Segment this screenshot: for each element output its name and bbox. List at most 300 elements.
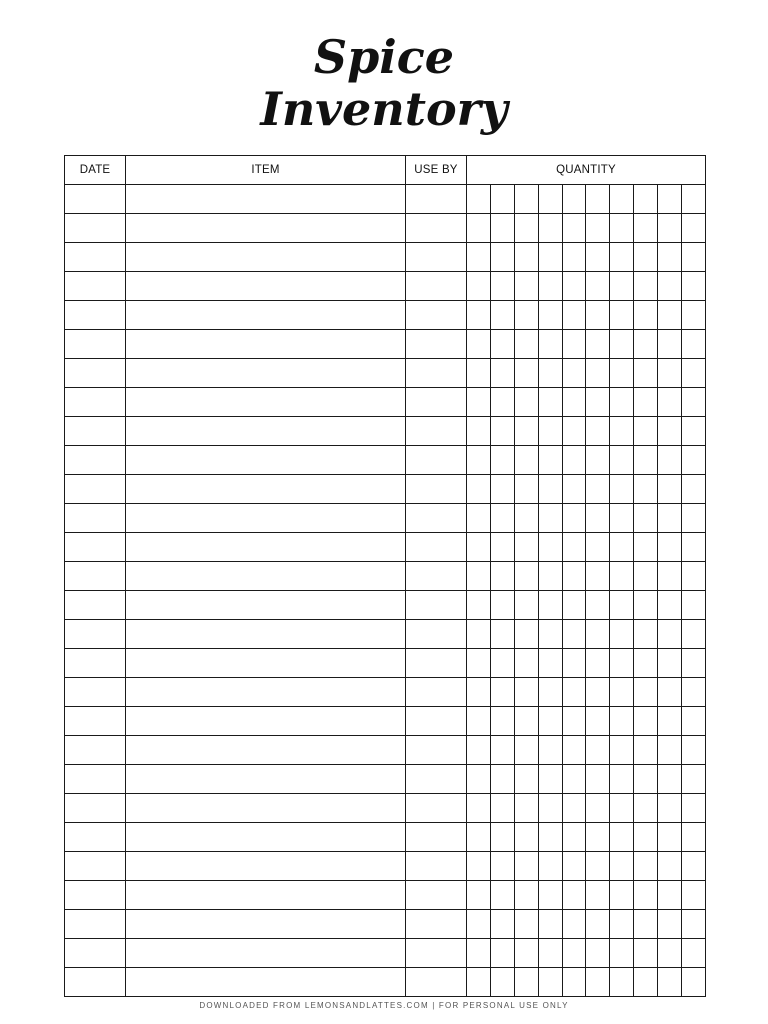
quantity-box[interactable] xyxy=(586,301,610,330)
date-cell[interactable] xyxy=(65,678,126,707)
quantity-box[interactable] xyxy=(514,968,538,997)
quantity-box[interactable] xyxy=(562,388,586,417)
quantity-box[interactable] xyxy=(514,475,538,504)
quantity-box[interactable] xyxy=(610,707,634,736)
quantity-box[interactable] xyxy=(514,330,538,359)
quantity-box[interactable] xyxy=(586,707,610,736)
quantity-box[interactable] xyxy=(467,968,491,997)
use-by-cell[interactable] xyxy=(406,533,467,562)
quantity-box[interactable] xyxy=(634,591,658,620)
quantity-box[interactable] xyxy=(682,330,706,359)
quantity-box[interactable] xyxy=(490,707,514,736)
item-cell[interactable] xyxy=(126,852,406,881)
quantity-box[interactable] xyxy=(586,939,610,968)
quantity-box[interactable] xyxy=(658,852,682,881)
quantity-box[interactable] xyxy=(682,591,706,620)
quantity-box[interactable] xyxy=(514,591,538,620)
quantity-box[interactable] xyxy=(538,446,562,475)
quantity-box[interactable] xyxy=(562,852,586,881)
quantity-box[interactable] xyxy=(467,475,491,504)
quantity-box[interactable] xyxy=(514,301,538,330)
quantity-box[interactable] xyxy=(610,852,634,881)
quantity-box[interactable] xyxy=(610,765,634,794)
date-cell[interactable] xyxy=(65,562,126,591)
date-cell[interactable] xyxy=(65,214,126,243)
quantity-box[interactable] xyxy=(658,823,682,852)
quantity-box[interactable] xyxy=(682,620,706,649)
quantity-box[interactable] xyxy=(586,417,610,446)
quantity-box[interactable] xyxy=(586,620,610,649)
quantity-box[interactable] xyxy=(467,330,491,359)
quantity-box[interactable] xyxy=(490,504,514,533)
quantity-box[interactable] xyxy=(562,910,586,939)
use-by-cell[interactable] xyxy=(406,562,467,591)
use-by-cell[interactable] xyxy=(406,272,467,301)
item-cell[interactable] xyxy=(126,272,406,301)
use-by-cell[interactable] xyxy=(406,359,467,388)
date-cell[interactable] xyxy=(65,794,126,823)
quantity-box[interactable] xyxy=(467,591,491,620)
quantity-box[interactable] xyxy=(658,533,682,562)
quantity-box[interactable] xyxy=(538,591,562,620)
use-by-cell[interactable] xyxy=(406,185,467,214)
quantity-box[interactable] xyxy=(514,562,538,591)
quantity-box[interactable] xyxy=(610,649,634,678)
quantity-box[interactable] xyxy=(490,475,514,504)
date-cell[interactable] xyxy=(65,765,126,794)
item-cell[interactable] xyxy=(126,881,406,910)
quantity-box[interactable] xyxy=(682,881,706,910)
quantity-box[interactable] xyxy=(682,562,706,591)
quantity-box[interactable] xyxy=(586,678,610,707)
quantity-box[interactable] xyxy=(562,707,586,736)
quantity-box[interactable] xyxy=(682,939,706,968)
quantity-box[interactable] xyxy=(634,649,658,678)
quantity-box[interactable] xyxy=(610,678,634,707)
quantity-box[interactable] xyxy=(634,417,658,446)
quantity-box[interactable] xyxy=(586,910,610,939)
quantity-box[interactable] xyxy=(682,301,706,330)
quantity-box[interactable] xyxy=(610,388,634,417)
quantity-box[interactable] xyxy=(490,649,514,678)
quantity-box[interactable] xyxy=(562,272,586,301)
quantity-box[interactable] xyxy=(658,620,682,649)
quantity-box[interactable] xyxy=(562,823,586,852)
date-cell[interactable] xyxy=(65,243,126,272)
use-by-cell[interactable] xyxy=(406,388,467,417)
use-by-cell[interactable] xyxy=(406,910,467,939)
quantity-box[interactable] xyxy=(514,736,538,765)
quantity-box[interactable] xyxy=(610,562,634,591)
quantity-box[interactable] xyxy=(538,939,562,968)
quantity-box[interactable] xyxy=(682,852,706,881)
quantity-box[interactable] xyxy=(467,533,491,562)
quantity-box[interactable] xyxy=(562,968,586,997)
quantity-box[interactable] xyxy=(490,533,514,562)
quantity-box[interactable] xyxy=(658,707,682,736)
date-cell[interactable] xyxy=(65,359,126,388)
use-by-cell[interactable] xyxy=(406,591,467,620)
quantity-box[interactable] xyxy=(610,504,634,533)
quantity-box[interactable] xyxy=(610,301,634,330)
quantity-box[interactable] xyxy=(538,388,562,417)
quantity-box[interactable] xyxy=(467,504,491,533)
use-by-cell[interactable] xyxy=(406,475,467,504)
date-cell[interactable] xyxy=(65,301,126,330)
item-cell[interactable] xyxy=(126,823,406,852)
quantity-box[interactable] xyxy=(467,562,491,591)
quantity-box[interactable] xyxy=(514,243,538,272)
date-cell[interactable] xyxy=(65,330,126,359)
use-by-cell[interactable] xyxy=(406,620,467,649)
item-cell[interactable] xyxy=(126,533,406,562)
quantity-box[interactable] xyxy=(682,417,706,446)
item-cell[interactable] xyxy=(126,707,406,736)
quantity-box[interactable] xyxy=(538,504,562,533)
quantity-box[interactable] xyxy=(682,707,706,736)
quantity-box[interactable] xyxy=(562,214,586,243)
quantity-box[interactable] xyxy=(514,765,538,794)
date-cell[interactable] xyxy=(65,388,126,417)
quantity-box[interactable] xyxy=(514,881,538,910)
quantity-box[interactable] xyxy=(682,823,706,852)
quantity-box[interactable] xyxy=(586,881,610,910)
item-cell[interactable] xyxy=(126,620,406,649)
quantity-box[interactable] xyxy=(586,359,610,388)
quantity-box[interactable] xyxy=(490,330,514,359)
quantity-box[interactable] xyxy=(538,736,562,765)
quantity-box[interactable] xyxy=(538,910,562,939)
quantity-box[interactable] xyxy=(586,562,610,591)
quantity-box[interactable] xyxy=(682,736,706,765)
quantity-box[interactable] xyxy=(634,736,658,765)
quantity-box[interactable] xyxy=(682,504,706,533)
quantity-box[interactable] xyxy=(562,620,586,649)
quantity-box[interactable] xyxy=(682,185,706,214)
quantity-box[interactable] xyxy=(610,359,634,388)
quantity-box[interactable] xyxy=(586,852,610,881)
quantity-box[interactable] xyxy=(586,649,610,678)
quantity-box[interactable] xyxy=(538,185,562,214)
quantity-box[interactable] xyxy=(586,272,610,301)
quantity-box[interactable] xyxy=(562,562,586,591)
quantity-box[interactable] xyxy=(490,939,514,968)
use-by-cell[interactable] xyxy=(406,881,467,910)
item-cell[interactable] xyxy=(126,910,406,939)
quantity-box[interactable] xyxy=(634,301,658,330)
quantity-box[interactable] xyxy=(467,359,491,388)
quantity-box[interactable] xyxy=(658,504,682,533)
quantity-box[interactable] xyxy=(514,823,538,852)
quantity-box[interactable] xyxy=(562,475,586,504)
use-by-cell[interactable] xyxy=(406,214,467,243)
quantity-box[interactable] xyxy=(467,185,491,214)
quantity-box[interactable] xyxy=(658,881,682,910)
quantity-box[interactable] xyxy=(490,388,514,417)
quantity-box[interactable] xyxy=(682,533,706,562)
quantity-box[interactable] xyxy=(562,591,586,620)
quantity-box[interactable] xyxy=(467,446,491,475)
quantity-box[interactable] xyxy=(514,446,538,475)
quantity-box[interactable] xyxy=(634,185,658,214)
quantity-box[interactable] xyxy=(634,823,658,852)
quantity-box[interactable] xyxy=(658,330,682,359)
quantity-box[interactable] xyxy=(634,707,658,736)
quantity-box[interactable] xyxy=(682,678,706,707)
quantity-box[interactable] xyxy=(682,272,706,301)
quantity-box[interactable] xyxy=(658,417,682,446)
item-cell[interactable] xyxy=(126,388,406,417)
quantity-box[interactable] xyxy=(586,765,610,794)
use-by-cell[interactable] xyxy=(406,852,467,881)
quantity-box[interactable] xyxy=(658,243,682,272)
quantity-box[interactable] xyxy=(467,417,491,446)
date-cell[interactable] xyxy=(65,736,126,765)
quantity-box[interactable] xyxy=(562,417,586,446)
item-cell[interactable] xyxy=(126,475,406,504)
quantity-box[interactable] xyxy=(634,910,658,939)
quantity-box[interactable] xyxy=(610,794,634,823)
quantity-box[interactable] xyxy=(634,214,658,243)
quantity-box[interactable] xyxy=(562,446,586,475)
quantity-box[interactable] xyxy=(514,504,538,533)
quantity-box[interactable] xyxy=(634,939,658,968)
quantity-box[interactable] xyxy=(514,649,538,678)
quantity-box[interactable] xyxy=(610,620,634,649)
quantity-box[interactable] xyxy=(586,504,610,533)
quantity-box[interactable] xyxy=(467,301,491,330)
use-by-cell[interactable] xyxy=(406,823,467,852)
use-by-cell[interactable] xyxy=(406,794,467,823)
quantity-box[interactable] xyxy=(490,765,514,794)
quantity-box[interactable] xyxy=(634,620,658,649)
quantity-box[interactable] xyxy=(658,359,682,388)
quantity-box[interactable] xyxy=(467,243,491,272)
quantity-box[interactable] xyxy=(658,272,682,301)
quantity-box[interactable] xyxy=(658,446,682,475)
quantity-box[interactable] xyxy=(634,359,658,388)
date-cell[interactable] xyxy=(65,881,126,910)
quantity-box[interactable] xyxy=(514,620,538,649)
use-by-cell[interactable] xyxy=(406,417,467,446)
quantity-box[interactable] xyxy=(467,823,491,852)
quantity-box[interactable] xyxy=(562,881,586,910)
item-cell[interactable] xyxy=(126,330,406,359)
quantity-box[interactable] xyxy=(634,765,658,794)
item-cell[interactable] xyxy=(126,301,406,330)
use-by-cell[interactable] xyxy=(406,330,467,359)
quantity-box[interactable] xyxy=(562,794,586,823)
date-cell[interactable] xyxy=(65,417,126,446)
quantity-box[interactable] xyxy=(610,533,634,562)
use-by-cell[interactable] xyxy=(406,649,467,678)
quantity-box[interactable] xyxy=(610,910,634,939)
use-by-cell[interactable] xyxy=(406,446,467,475)
quantity-box[interactable] xyxy=(538,968,562,997)
quantity-box[interactable] xyxy=(658,388,682,417)
quantity-box[interactable] xyxy=(610,214,634,243)
date-cell[interactable] xyxy=(65,591,126,620)
quantity-box[interactable] xyxy=(562,765,586,794)
quantity-box[interactable] xyxy=(586,388,610,417)
quantity-box[interactable] xyxy=(634,562,658,591)
quantity-box[interactable] xyxy=(586,185,610,214)
quantity-box[interactable] xyxy=(514,388,538,417)
item-cell[interactable] xyxy=(126,243,406,272)
quantity-box[interactable] xyxy=(658,968,682,997)
use-by-cell[interactable] xyxy=(406,301,467,330)
item-cell[interactable] xyxy=(126,678,406,707)
quantity-box[interactable] xyxy=(610,591,634,620)
quantity-box[interactable] xyxy=(562,678,586,707)
quantity-box[interactable] xyxy=(658,475,682,504)
quantity-box[interactable] xyxy=(610,939,634,968)
quantity-box[interactable] xyxy=(490,243,514,272)
quantity-box[interactable] xyxy=(634,475,658,504)
quantity-box[interactable] xyxy=(634,388,658,417)
quantity-box[interactable] xyxy=(634,272,658,301)
quantity-box[interactable] xyxy=(538,707,562,736)
quantity-box[interactable] xyxy=(490,214,514,243)
quantity-box[interactable] xyxy=(634,678,658,707)
quantity-box[interactable] xyxy=(538,301,562,330)
quantity-box[interactable] xyxy=(514,939,538,968)
quantity-box[interactable] xyxy=(467,272,491,301)
quantity-box[interactable] xyxy=(610,475,634,504)
quantity-box[interactable] xyxy=(514,794,538,823)
quantity-box[interactable] xyxy=(634,446,658,475)
quantity-box[interactable] xyxy=(538,475,562,504)
quantity-box[interactable] xyxy=(490,272,514,301)
date-cell[interactable] xyxy=(65,649,126,678)
quantity-box[interactable] xyxy=(658,562,682,591)
quantity-box[interactable] xyxy=(586,533,610,562)
quantity-box[interactable] xyxy=(467,620,491,649)
quantity-box[interactable] xyxy=(514,852,538,881)
item-cell[interactable] xyxy=(126,591,406,620)
quantity-box[interactable] xyxy=(682,910,706,939)
date-cell[interactable] xyxy=(65,185,126,214)
quantity-box[interactable] xyxy=(467,678,491,707)
quantity-box[interactable] xyxy=(682,359,706,388)
quantity-box[interactable] xyxy=(467,794,491,823)
quantity-box[interactable] xyxy=(682,794,706,823)
quantity-box[interactable] xyxy=(538,620,562,649)
quantity-box[interactable] xyxy=(514,214,538,243)
quantity-box[interactable] xyxy=(538,533,562,562)
quantity-box[interactable] xyxy=(490,417,514,446)
quantity-box[interactable] xyxy=(658,910,682,939)
item-cell[interactable] xyxy=(126,359,406,388)
quantity-box[interactable] xyxy=(586,330,610,359)
date-cell[interactable] xyxy=(65,620,126,649)
quantity-box[interactable] xyxy=(514,910,538,939)
item-cell[interactable] xyxy=(126,185,406,214)
quantity-box[interactable] xyxy=(634,330,658,359)
item-cell[interactable] xyxy=(126,765,406,794)
quantity-box[interactable] xyxy=(562,504,586,533)
quantity-box[interactable] xyxy=(586,446,610,475)
date-cell[interactable] xyxy=(65,446,126,475)
quantity-box[interactable] xyxy=(467,852,491,881)
date-cell[interactable] xyxy=(65,968,126,997)
quantity-box[interactable] xyxy=(467,388,491,417)
quantity-box[interactable] xyxy=(562,736,586,765)
item-cell[interactable] xyxy=(126,504,406,533)
quantity-box[interactable] xyxy=(586,736,610,765)
quantity-box[interactable] xyxy=(467,736,491,765)
quantity-box[interactable] xyxy=(658,214,682,243)
quantity-box[interactable] xyxy=(490,591,514,620)
quantity-box[interactable] xyxy=(562,649,586,678)
quantity-box[interactable] xyxy=(634,243,658,272)
quantity-box[interactable] xyxy=(538,794,562,823)
item-cell[interactable] xyxy=(126,214,406,243)
quantity-box[interactable] xyxy=(658,185,682,214)
date-cell[interactable] xyxy=(65,823,126,852)
quantity-box[interactable] xyxy=(490,301,514,330)
quantity-box[interactable] xyxy=(634,533,658,562)
quantity-box[interactable] xyxy=(514,417,538,446)
quantity-box[interactable] xyxy=(514,533,538,562)
quantity-box[interactable] xyxy=(610,330,634,359)
quantity-box[interactable] xyxy=(586,794,610,823)
quantity-box[interactable] xyxy=(682,214,706,243)
use-by-cell[interactable] xyxy=(406,939,467,968)
quantity-box[interactable] xyxy=(490,968,514,997)
quantity-box[interactable] xyxy=(610,736,634,765)
quantity-box[interactable] xyxy=(634,852,658,881)
quantity-box[interactable] xyxy=(514,678,538,707)
quantity-box[interactable] xyxy=(634,968,658,997)
quantity-box[interactable] xyxy=(467,707,491,736)
item-cell[interactable] xyxy=(126,649,406,678)
item-cell[interactable] xyxy=(126,736,406,765)
quantity-box[interactable] xyxy=(610,272,634,301)
quantity-box[interactable] xyxy=(490,736,514,765)
quantity-box[interactable] xyxy=(467,649,491,678)
date-cell[interactable] xyxy=(65,272,126,301)
quantity-box[interactable] xyxy=(610,881,634,910)
quantity-box[interactable] xyxy=(538,678,562,707)
quantity-box[interactable] xyxy=(490,446,514,475)
quantity-box[interactable] xyxy=(562,301,586,330)
quantity-box[interactable] xyxy=(490,562,514,591)
quantity-box[interactable] xyxy=(682,446,706,475)
quantity-box[interactable] xyxy=(562,243,586,272)
quantity-box[interactable] xyxy=(490,881,514,910)
quantity-box[interactable] xyxy=(562,359,586,388)
quantity-box[interactable] xyxy=(514,185,538,214)
item-cell[interactable] xyxy=(126,417,406,446)
quantity-box[interactable] xyxy=(682,243,706,272)
quantity-box[interactable] xyxy=(658,736,682,765)
item-cell[interactable] xyxy=(126,968,406,997)
date-cell[interactable] xyxy=(65,475,126,504)
date-cell[interactable] xyxy=(65,707,126,736)
quantity-box[interactable] xyxy=(586,823,610,852)
quantity-box[interactable] xyxy=(658,678,682,707)
quantity-box[interactable] xyxy=(538,562,562,591)
quantity-box[interactable] xyxy=(682,388,706,417)
quantity-box[interactable] xyxy=(467,765,491,794)
quantity-box[interactable] xyxy=(467,881,491,910)
quantity-box[interactable] xyxy=(562,533,586,562)
item-cell[interactable] xyxy=(126,446,406,475)
date-cell[interactable] xyxy=(65,939,126,968)
quantity-box[interactable] xyxy=(634,504,658,533)
date-cell[interactable] xyxy=(65,910,126,939)
